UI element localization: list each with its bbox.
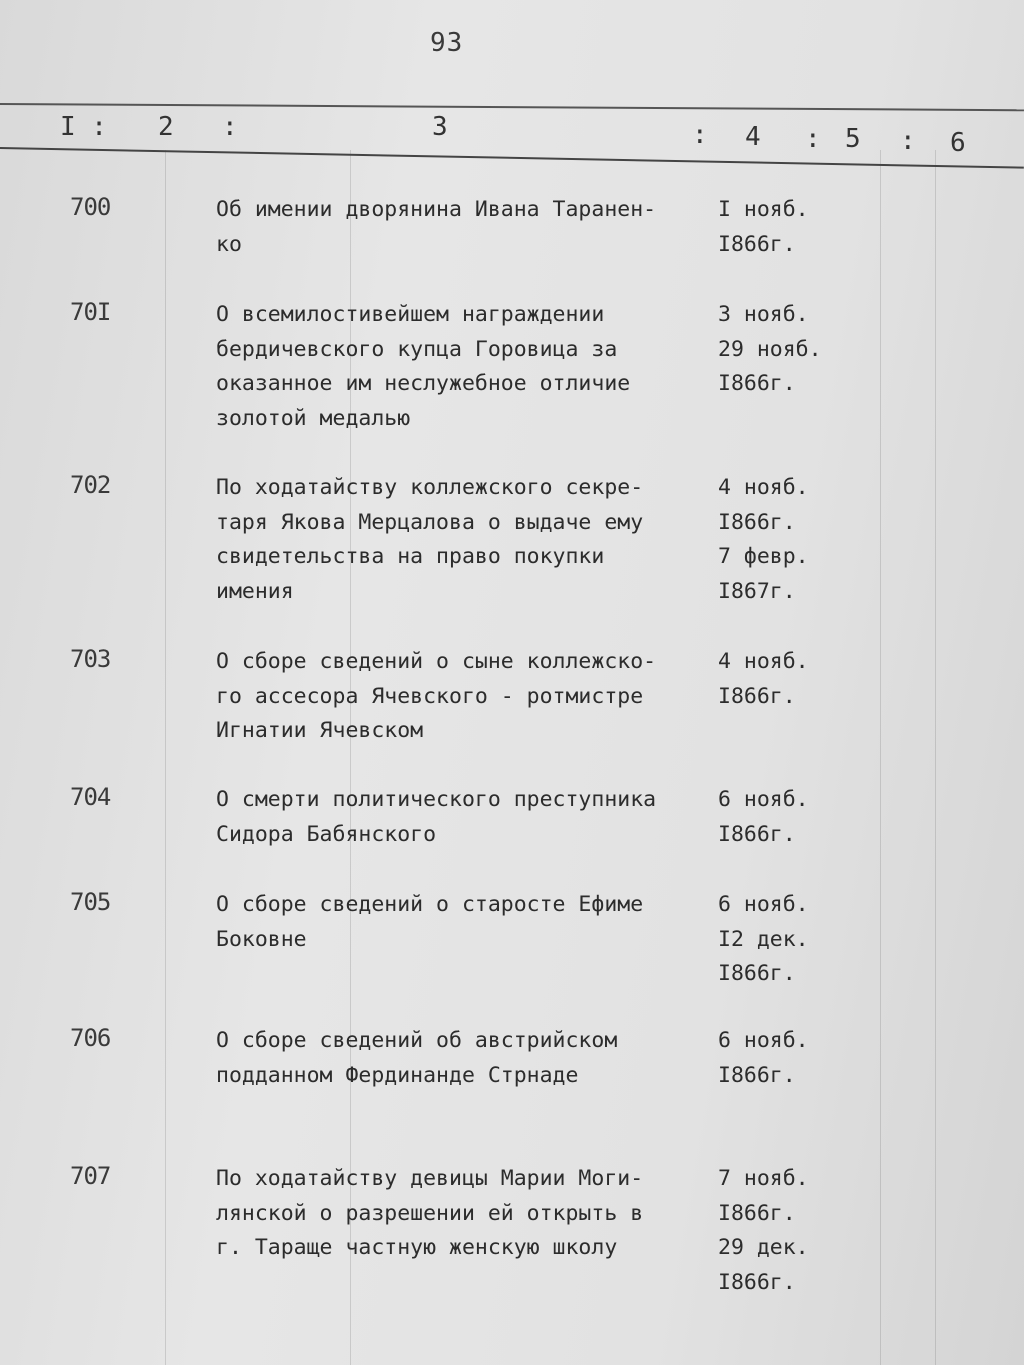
file-title: [216, 193, 716, 262]
column-header-4: 4: [745, 122, 761, 152]
page-number: 93: [430, 28, 464, 58]
file-title: [216, 783, 716, 852]
file-number: 705: [70, 888, 111, 916]
file-dates: [718, 471, 868, 609]
file-title-line: По ходатайству коллежского секре-: [216, 475, 644, 500]
column-header-2: 2: [158, 112, 174, 142]
file-title: [216, 645, 716, 749]
file-date-line: 4 нояб.: [718, 649, 809, 674]
file-date-line: 7 февр.: [718, 544, 809, 569]
file-dates: [718, 1162, 868, 1300]
column-separator: :: [900, 126, 916, 156]
file-number: 70I: [70, 298, 111, 326]
column-header-6: 6: [950, 128, 966, 158]
file-date-line: I нояб.: [718, 197, 809, 222]
file-title: [216, 1162, 716, 1266]
file-date-line: 3 нояб.: [718, 302, 809, 327]
file-dates: [718, 1024, 868, 1093]
file-title-line: свидетельства на право покупки: [216, 544, 605, 569]
file-title-line: О сборе сведений о сыне коллежско-: [216, 649, 657, 674]
column-header-3: 3: [432, 112, 448, 142]
file-title-line: О всемилостивейшем награждении: [216, 302, 605, 327]
file-title-line: имения: [216, 578, 294, 604]
file-date-line: 6 нояб.: [718, 892, 809, 917]
column-header-5: 5: [845, 124, 861, 154]
file-title-line: лянской о разрешении ей открыть в: [216, 1200, 644, 1226]
file-date-line: 6 нояб.: [718, 1028, 809, 1053]
file-number: 707: [70, 1162, 111, 1190]
file-date-line: 4 нояб.: [718, 475, 809, 500]
file-date-line: 29 нояб.: [718, 336, 822, 362]
file-date-line: I866г.: [718, 1269, 796, 1295]
file-number: 702: [70, 471, 111, 499]
file-date-line: 6 нояб.: [718, 787, 809, 812]
file-title-line: оказанное им неслужебное отличие: [216, 371, 631, 396]
file-number: 706: [70, 1024, 111, 1052]
file-title-line: О сборе сведений об австрийском: [216, 1028, 618, 1053]
file-dates: [718, 298, 868, 402]
file-title-line: Боковне: [216, 926, 307, 952]
file-title-line: г. Тараще частную женскую школу: [216, 1235, 618, 1260]
faint-column-line: [935, 150, 936, 1365]
file-number: 700: [70, 193, 111, 221]
file-title-line: О сборе сведений о старосте Ефиме: [216, 892, 644, 917]
file-number: 703: [70, 645, 111, 673]
file-title-line: О смерти политического преступника: [216, 787, 657, 812]
file-date-line: I866г.: [718, 821, 796, 847]
file-date-line: I866г.: [718, 371, 796, 396]
file-dates: [718, 888, 868, 992]
file-date-line: 7 нояб.: [718, 1166, 809, 1191]
file-title-line: золотой медалью: [216, 405, 411, 431]
file-title-line: Сидора Бабянского: [216, 821, 437, 847]
file-date-line: I866г.: [718, 231, 796, 257]
file-title-line: ко: [216, 231, 242, 257]
faint-column-line: [165, 150, 166, 1365]
file-title: [216, 888, 716, 957]
file-number: 704: [70, 783, 111, 811]
file-date-line: I866г.: [718, 683, 796, 709]
column-header-1: I :: [60, 112, 107, 142]
header-rule-bottom: [0, 147, 1024, 169]
file-title-line: подданном Фердинанде Стрнаде: [216, 1062, 579, 1088]
file-date-line: I866г.: [718, 1062, 796, 1088]
column-separator: :: [222, 112, 238, 142]
file-title-line: Игнатии Ячевском: [216, 718, 424, 743]
file-dates: [718, 645, 868, 714]
file-title-line: таря Якова Мерцалова о выдаче ему: [216, 509, 644, 535]
file-title: [216, 298, 716, 436]
header-rule-top: [0, 103, 1024, 111]
file-date-line: I866г.: [718, 509, 796, 535]
file-date-line: I866г.: [718, 961, 796, 986]
column-separator: :: [692, 120, 708, 150]
file-date-line: I867г.: [718, 578, 796, 604]
file-title: [216, 1024, 716, 1093]
file-title-line: По ходатайству девицы Марии Моги-: [216, 1166, 644, 1191]
file-date-line: 29 дек.: [718, 1235, 809, 1260]
file-dates: [718, 193, 868, 262]
column-separator: :: [805, 124, 821, 154]
file-title-line: Об имении дворянина Ивана Таранен-: [216, 197, 657, 222]
file-title-line: бердичевского купца Горовица за: [216, 336, 618, 362]
file-title-line: го ассесора Ячевского - ротмистре: [216, 683, 644, 709]
file-dates: [718, 783, 868, 852]
faint-column-line: [880, 150, 881, 1365]
file-title: [216, 471, 716, 609]
file-date-line: I866г.: [718, 1200, 796, 1226]
file-date-line: I2 дек.: [718, 926, 809, 952]
